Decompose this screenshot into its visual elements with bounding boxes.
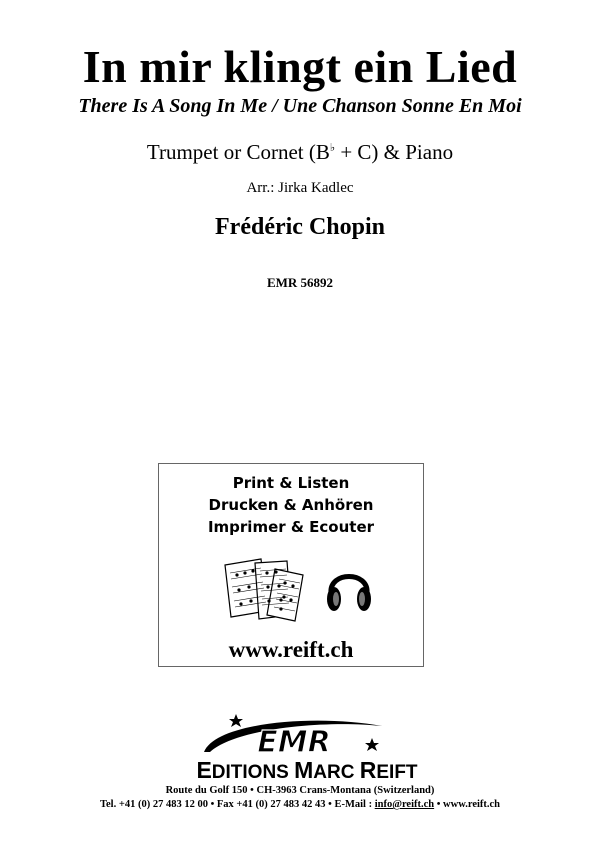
subtitle: There Is A Song In Me / Une Chanson Sonne En Moi	[78, 95, 522, 117]
website-text: • www.reift.ch	[434, 799, 501, 810]
publisher-word-editions: DITIONS	[211, 762, 295, 783]
publisher-initial-e: E	[196, 757, 212, 783]
logo-text: EMR	[257, 725, 331, 758]
publisher-name	[157, 757, 457, 784]
sheet-music-icon	[221, 555, 307, 623]
publisher-initial-r: R	[359, 757, 377, 783]
headphones-icon	[325, 559, 373, 615]
publisher-word-marc: ARC	[313, 762, 360, 783]
publisher-contact	[0, 799, 600, 810]
emr-logo	[196, 712, 392, 758]
publisher-address: Route du Golf 150 • CH-3963 Crans-Montana (Switzerland)	[165, 785, 435, 796]
promo-line-english: Print & Listen	[232, 474, 350, 492]
phone-fax: Tel. +41 (0) 27 483 12 00 • Fax +41 (0) 27 483 42 43 • E-Mail :	[99, 799, 375, 810]
arranger: Arr.: Jirka Kadlec	[246, 180, 354, 196]
instrumentation	[0, 140, 600, 165]
title: In mir klingt ein Lied	[82, 41, 518, 92]
composer: Frédéric Chopin	[215, 214, 385, 240]
promo-lines	[159, 472, 423, 538]
promo-url-link[interactable]: www.reift.ch	[228, 637, 354, 662]
catalog-number: EMR 56892	[266, 275, 334, 290]
instrumentation-part-1: Trumpet or Cornet (B	[146, 140, 330, 164]
publisher-initial-m: M	[294, 757, 314, 783]
publisher-word-reift: EIFT	[376, 762, 418, 783]
promo-line-german: Drucken & Anhören	[208, 496, 374, 514]
promo-line-french: Imprimer & Ecouter	[207, 518, 375, 536]
flat-sign: ♭	[329, 142, 336, 154]
print-listen-box[interactable]	[158, 463, 424, 667]
instrumentation-part-2: + C) & Piano	[335, 140, 454, 164]
email-link[interactable]: info@reift.ch	[374, 799, 435, 810]
